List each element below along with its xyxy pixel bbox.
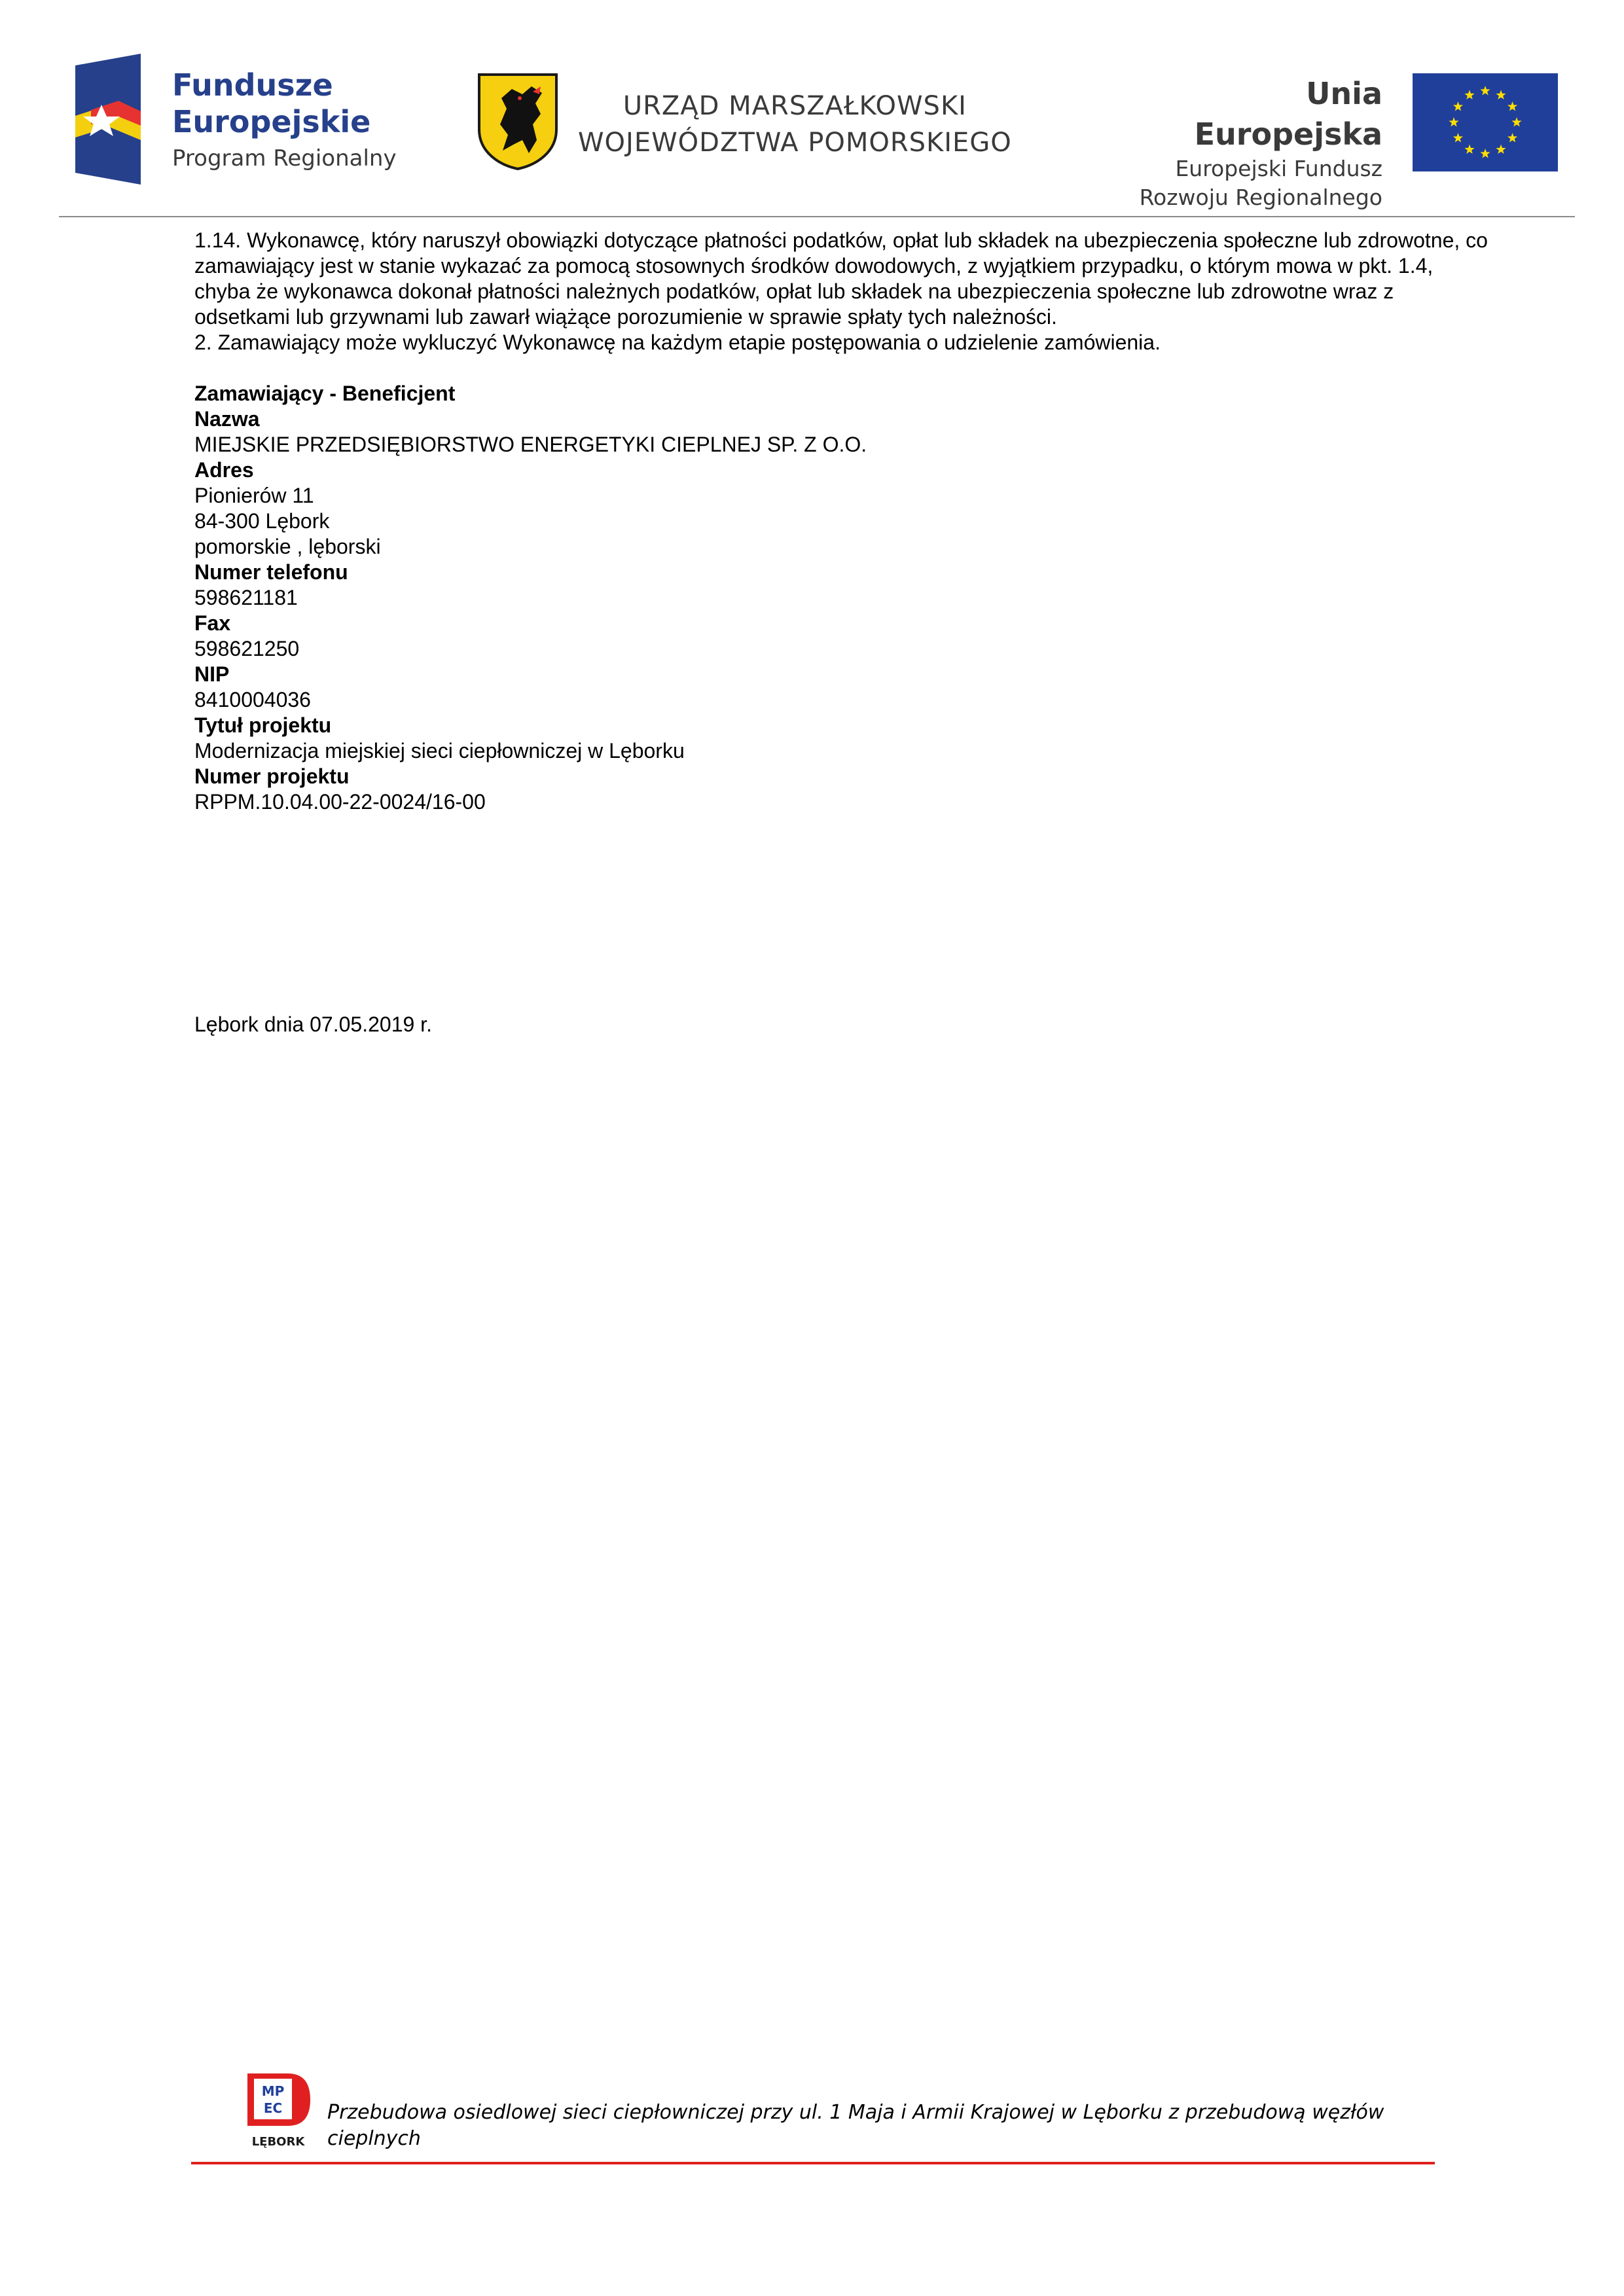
- nip-value: 8410004036: [194, 688, 311, 711]
- ue-logo-line1: Unia Europejska: [1194, 76, 1382, 152]
- nip-label: NIP: [194, 662, 230, 686]
- project-number-label: Numer projektu: [194, 764, 350, 788]
- header-divider: [59, 216, 1575, 217]
- place-and-date: Lębork dnia 07.05.2019 r.: [194, 1013, 432, 1036]
- beneficiary-heading: Zamawiający - Beneficjent: [194, 382, 456, 405]
- mpec-logo-line2: EC: [263, 2100, 283, 2116]
- fe-flag-icon: [75, 54, 154, 185]
- name-label: Nazwa: [194, 407, 260, 431]
- phone-label: Numer telefonu: [194, 560, 348, 584]
- mpec-logo-icon: [242, 2068, 314, 2153]
- unia-europejska-logo: [1113, 71, 1558, 210]
- address-label: Adres: [194, 458, 254, 482]
- address-postal-city: 84-300 Lębork: [194, 509, 330, 533]
- fe-logo-line2: Europejskie: [172, 104, 371, 139]
- clause-1-14: 1.14. Wykonawcę, który naruszył obowiązki dotyczące płatności podatków, opłat lub składek na ubezpieczenia społeczne lub zdrowotne, co zamawiający jest w stanie wykazać za pomocą stosownych środków dowodowych, z wyjątkiem przypadku, o którym mowa w pkt. 1.4, chyba że wykonawca dokonał płatności należnych podatków, opłat lub składek na ubezpieczenia społeczne lub zdrowotne wraz z odsetkami lub grzywnami lub zawarł wiążące porozumienie w sprawie spłaty tych należności.: [194, 228, 1488, 329]
- phone-value: 598621181: [194, 586, 298, 609]
- fundusze-europejskie-logo: [75, 54, 416, 185]
- fe-logo-line3: Program Regionalny: [172, 145, 397, 171]
- clause-2: 2. Zamawiający może wykluczyć Wykonawcę na każdym etapie postępowania o udzielenie zamówienia.: [194, 331, 1161, 354]
- ue-logo-line2: Europejski Fundusz: [1175, 156, 1382, 181]
- project-title-value: Modernizacja miejskiej sieci ciepłowniczej w Lęborku: [194, 739, 685, 762]
- eu-flag-icon: [1413, 73, 1558, 171]
- document-body: [194, 228, 1490, 815]
- address-region: pomorskie , lęborski: [194, 535, 381, 558]
- um-logo-line1: URZĄD MARSZAŁKOWSKI: [623, 91, 967, 121]
- project-number-value: RPPM.10.04.00-22-0024/16-00: [194, 790, 486, 814]
- project-title-label: Tytuł projektu: [194, 713, 332, 737]
- pomorskie-griffin-coat-of-arms-icon: [477, 72, 559, 170]
- mpec-logo-line1: MP: [261, 2083, 285, 2099]
- ue-logo-line3: Rozwoju Regionalnego: [1139, 185, 1382, 210]
- name-value: MIEJSKIE PRZEDSIĘBIORSTWO ENERGETYKI CIEPLNEJ SP. Z O.O.: [194, 433, 867, 456]
- fax-label: Fax: [194, 611, 231, 635]
- footer-project-name: Przebudowa osiedlowej sieci ciepłowniczej przy ul. 1 Maja i Armii Krajowej w Lęborku z przebudową węzłów cieplnych: [327, 2101, 1384, 2150]
- fe-logo-line1: Fundusze: [172, 67, 333, 103]
- mpec-logo-city: LĘBORK: [251, 2135, 305, 2149]
- footer-divider: [191, 2162, 1435, 2164]
- mpec-lebork-logo: [242, 2068, 314, 2153]
- urzad-marszalkowski-logo: [477, 72, 1020, 170]
- address-street: Pionierów 11: [194, 484, 314, 507]
- fax-value: 598621250: [194, 637, 300, 660]
- um-logo-line2: WOJEWÓDZTWA POMORSKIEGO: [578, 128, 1012, 158]
